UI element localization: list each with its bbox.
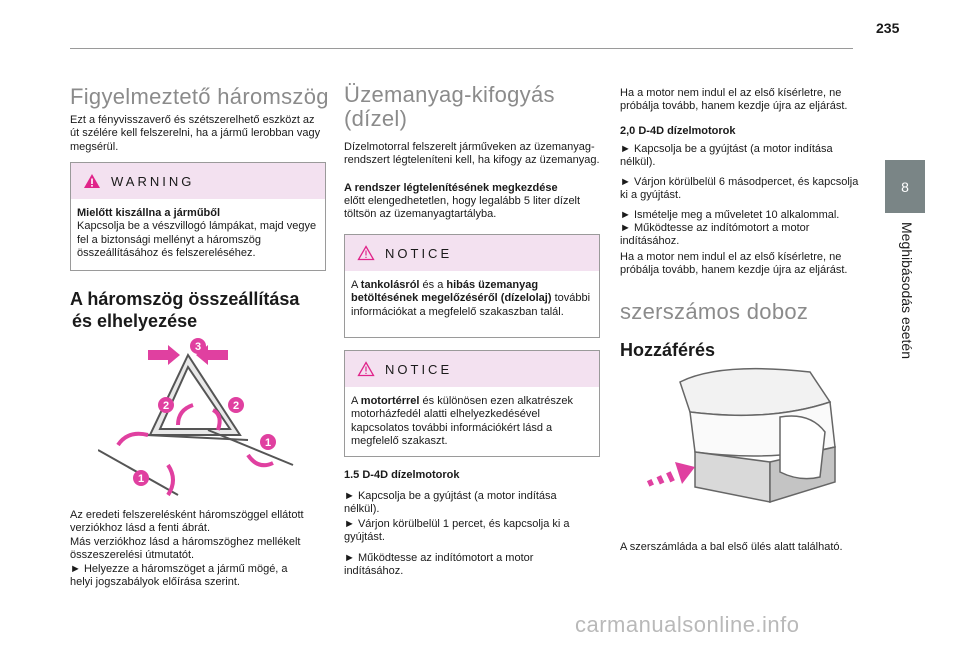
notice-1-body: A tankolásról és a hibás üzemanyag betöltésének megelőzéséről (dízelolaj) további információkat a megfelelő szakaszban talál. xyxy=(351,279,591,318)
warning-title: WARNING xyxy=(111,173,195,189)
callout-3: 3 xyxy=(194,341,202,353)
sub-15-d4d: 1.5 D-4D dízelmotorok xyxy=(344,469,460,481)
step-20-2: ► Várjon körülbelül 6 másodpercet, és kapcsolja ki a gyújtást. xyxy=(620,176,859,202)
notice-box-1-header xyxy=(345,235,599,271)
subheading-line2: és elhelyezése xyxy=(72,311,198,331)
warning-body xyxy=(71,199,325,271)
para2-line1: Más verziókhoz lásd a háromszöghez mellékelt xyxy=(70,536,301,548)
warning-box xyxy=(70,162,326,271)
notice-box-1 xyxy=(344,234,600,338)
step-15-2: ► Várjon körülbelül 1 percet, és kapcsolja ki a gyújtást. xyxy=(344,518,570,544)
page-number: 235 xyxy=(876,20,900,36)
step-line1: ► Helyezze a háromszöget a jármű mögé, a xyxy=(70,563,288,575)
step-20-1: ► Kapcsolja be a gyújtást (a motor indítása nélkül). xyxy=(620,143,833,169)
section-heading-fuel-line1: Üzemanyag-kifogyás xyxy=(344,82,555,107)
fuel-para1: Dízelmotorral felszerelt járműveken az üzemanyag-rendszert légteleníteni kell, ha kifogy az üzemanyag. xyxy=(344,141,600,167)
para1-line1: Az eredeti felszerelésként háromszöggel ellátott xyxy=(70,509,304,521)
chapter-title: Meghibásodás esetén xyxy=(899,222,915,359)
toolbox-figure xyxy=(620,362,860,512)
warning-bold: Mielőtt kiszállna a járműből xyxy=(77,207,221,219)
notice-2-body: A motortérrel és különösen ezen alkatrészek motorházfedél alatti elhelyezkedésével kapcsolatos további információkért lásd a megfelelő szakaszt. xyxy=(351,395,573,448)
warning-icon xyxy=(83,173,101,189)
step-line2: helyi jogszabályok előírása szerint. xyxy=(70,576,240,588)
notice-icon xyxy=(357,361,375,377)
notice-2-title: NOTICE xyxy=(385,361,453,377)
callout-2a: 2 xyxy=(162,400,170,412)
top-divider xyxy=(70,48,853,49)
section-heading-fuel-line2: (dízel) xyxy=(344,106,408,131)
notice-box-2 xyxy=(344,350,600,457)
subheading-access: Hozzáférés xyxy=(620,340,716,360)
notice-box-2-header xyxy=(345,351,599,387)
callout-1a: 1 xyxy=(264,437,272,449)
fuel-para2: előtt elengedhetetlen, hogy legalább 5 liter dízelt töltsön az üzemanyagtartályba. xyxy=(344,195,581,221)
watermark: carmanualsonline.info xyxy=(575,612,800,637)
toolbox-caption: A szerszámláda a bal első ülés alatt található. xyxy=(620,541,843,553)
section-heading-triangle: Figyelmeztető háromszög xyxy=(70,84,329,109)
callout-1b: 1 xyxy=(137,473,145,485)
notice-icon xyxy=(357,245,375,261)
triangle-intro: Ezt a fényvisszaverő és szétszerelhető eszközt az út szélére kell felszerelni, ha a jármű lerobban vagy megsérül. xyxy=(70,114,321,153)
step-20-3: ► Ismételje meg a műveletet 10 alkalommal. xyxy=(620,209,840,221)
step-15-1: ► Kapcsolja be a gyújtást (a motor indítása nélkül). xyxy=(344,490,557,516)
callout-2b: 2 xyxy=(232,400,240,412)
section-heading-toolbox: szerszámos doboz xyxy=(620,299,809,324)
step-20-4: ► Működtesse az indítómotort a motor indításához. xyxy=(620,222,810,248)
warning-box-header xyxy=(71,163,325,199)
retry-note-2: Ha a motor nem indul el az első kísérletre, ne próbálja tovább, hanem kezdje újra az eljárást. xyxy=(620,251,848,277)
warning-text: Kapcsolja be a vészvillogó lámpákat, majd vegye fel a biztonsági mellényt a háromszög összeállításához és felszereléséhez. xyxy=(77,220,317,260)
para1-line2: verziókhoz lásd a fenti ábrát. xyxy=(70,522,211,534)
triangle-figure xyxy=(98,335,326,500)
notice-1-title: NOTICE xyxy=(385,245,453,261)
fuel-para2-bold: A rendszer légtelenítésének megkezdése xyxy=(344,182,558,194)
retry-note-1: Ha a motor nem indul el az első kísérletre, ne próbálja tovább, hanem kezdje újra az eljárást. xyxy=(620,87,848,113)
para2-line2: összeszerelési útmutatót. xyxy=(70,549,195,561)
step-15-3: ► Működtesse az indítómotort a motor indításához. xyxy=(344,552,534,578)
sub-20-d4d: 2,0 D-4D dízelmotorok xyxy=(620,125,736,137)
subheading-line1: A háromszög összeállítása xyxy=(70,289,300,309)
chapter-tab[interactable]: 8 xyxy=(885,160,925,213)
